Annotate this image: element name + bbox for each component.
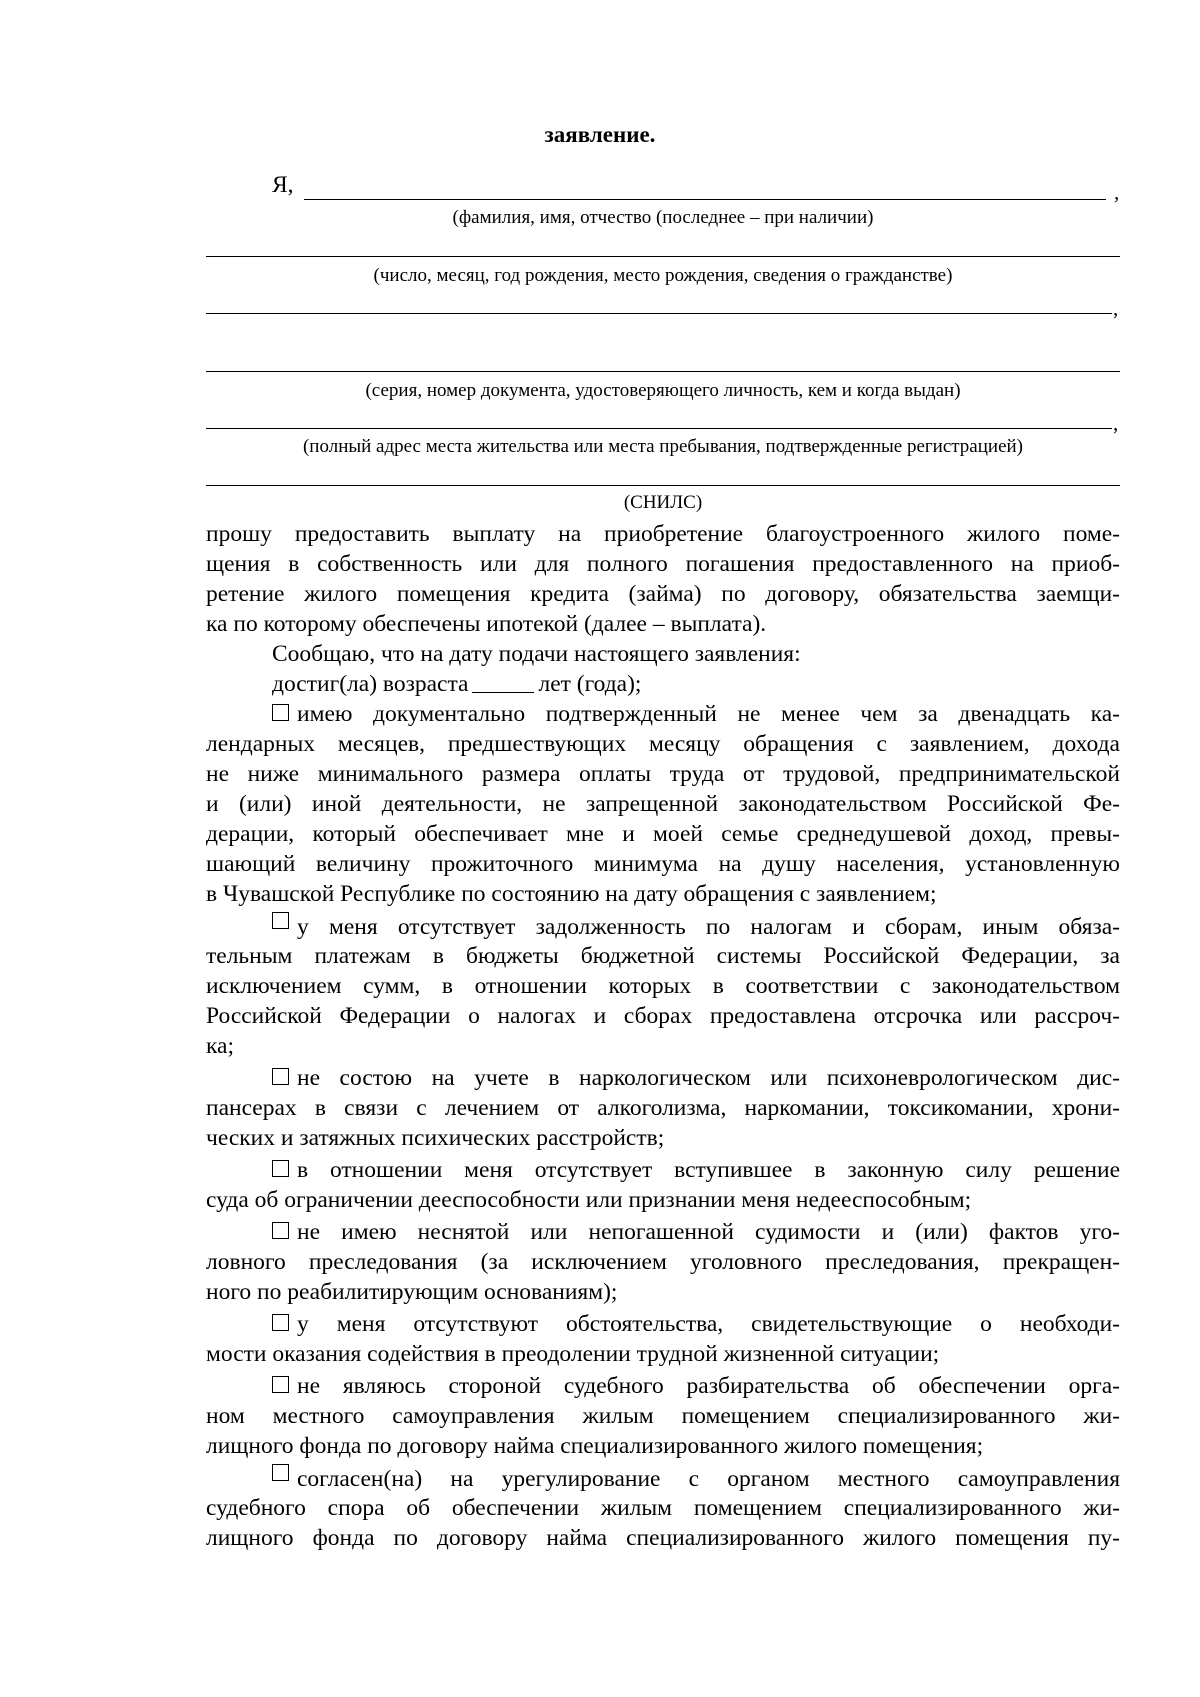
item-text: не являюсь стороной судебного разбирательства об обеспечении орга- [297,1373,1120,1399]
capacity-checkbox[interactable] [272,1160,289,1177]
item-text: в отношении меня отсутствует вступившее в законную силу решение [297,1157,1120,1183]
no-debt-checkbox[interactable] [272,912,289,929]
address-field[interactable] [206,428,1112,429]
birth-comma: , [1113,296,1119,320]
item-text: не состою на учете в наркологическом или психоневрологическом дис- [297,1065,1120,1091]
settlement-checkbox[interactable] [272,1464,289,1481]
item-first-line [272,1372,1120,1402]
address-comma: , [1113,411,1119,435]
age-input[interactable] [472,674,534,693]
fio-field[interactable] [304,199,1106,200]
item-line: лендарных месяцев, предшествующих месяцу обращения с заявлением, дохода [206,731,1120,757]
fio-caption: (фамилия, имя, отчество (последнее – при наличии) [452,207,874,228]
item-line: шающий величину прожиточного минимума на душу населения, установленную [206,851,1120,877]
snils-caption: (СНИЛС) [623,492,703,513]
item-line: ного по реабилитирующим основаниям); [206,1279,618,1305]
birth-field[interactable] [206,256,1120,257]
item-text: у меня отсутствует задолженность по налогам и сборам, иным обяза- [297,914,1120,940]
item-line: дерации, который обеспечивает мне и моей семье среднедушевой доход, превы- [206,821,1120,847]
item-line: пансерах в связи с лечением от алкоголизма, наркомании, токсикомании, хрони- [206,1095,1120,1121]
ya-label: Я, [272,172,294,198]
item-line: лищного фонда по договору найма специализированного жилого помещения пу- [206,1525,1120,1551]
not-registered-checkbox[interactable] [272,1068,289,1085]
item-first-line [272,1310,1120,1340]
birth-caption: (число, месяц, год рождения, место рождения, сведения о гражданстве) [373,265,953,286]
item-line: мости оказания содействия в преодолении трудной жизненной ситуации; [206,1341,940,1367]
item-line: исключением сумм, в отношении которых в соответствии с законодательством [206,973,1120,999]
item-text: у меня отсутствуют обстоятельства, свидетельствующие о необходи- [297,1311,1120,1337]
passport-field[interactable] [206,371,1120,372]
birth-field-2[interactable] [206,313,1112,314]
item-line: и (или) иной деятельности, не запрещенной законодательством Российской Фе- [206,791,1120,817]
income-checkbox[interactable] [272,704,289,721]
item-line: судебного спора об обеспечении жилым помещением специализированного жи- [206,1495,1120,1521]
inform-line: Сообщаю, что на дату подачи настоящего заявления: [272,641,801,667]
fio-comma: , [1114,180,1120,204]
item-first-line [272,1156,1120,1186]
request-line: щения в собственность или для полного погашения предоставленного на приоб- [206,551,1120,577]
request-line: прошу предоставить выплату на приобретение благоустроенного жилого поме- [206,521,1120,547]
item-first-line [272,912,1120,942]
age-suffix: лет (года); [538,671,642,697]
snils-field[interactable] [206,485,1120,486]
age-line [272,670,641,700]
no-litigation-checkbox[interactable] [272,1376,289,1393]
item-line: ческих и затяжных психических расстройств; [206,1125,665,1151]
item-line: Российской Федерации о налогах и сборах предоставлена отсрочка или рассроч- [206,1003,1120,1029]
passport-caption: (серия, номер документа, удостоверяющего личность, кем и когда выдан) [365,380,961,401]
item-first-line [272,1218,1120,1248]
item-text: согласен(на) на урегулирование с органом местного самоуправления [297,1466,1120,1492]
item-line: ном местного самоуправления жилым помещением специализированного жи- [206,1403,1120,1429]
item-line: в Чувашской Республике по состоянию на дату обращения с заявлением; [206,881,937,907]
item-line: не ниже минимального размера оплаты труда от трудовой, предпринимательской [206,761,1120,787]
document-title: заявление. [544,122,656,147]
item-first-line [272,1464,1120,1494]
item-line: суда об ограничении дееспособности или признании меня недееспособным; [206,1187,972,1213]
item-line: лищного фонда по договору найма специализированного жилого помещения; [206,1433,984,1459]
item-text: не имею неснятой или непогашенной судимости и (или) фактов уго- [297,1219,1120,1245]
age-prefix: достиг(ла) возраста [272,671,469,697]
request-line: ретение жилого помещения кредита (займа) по договору, обязательства заемщи- [206,581,1120,607]
item-first-line [272,700,1120,730]
item-line: ка; [206,1033,235,1059]
item-text: имею документально подтвержденный не менее чем за двенадцать ка- [297,701,1120,727]
address-caption: (полный адрес места жительства или места пребывания, подтвержденные регистрацией) [302,436,1024,457]
item-line: тельным платежам в бюджеты бюджетной системы Российской Федерации, за [206,943,1120,969]
item-line: ловного преследования (за исключением уголовного преследования, прекращен- [206,1249,1120,1275]
no-hardship-checkbox[interactable] [272,1314,289,1331]
item-first-line [272,1064,1120,1094]
no-conviction-checkbox[interactable] [272,1222,289,1239]
request-line: ка по которому обеспечены ипотекой (далее – выплата). [206,611,767,637]
